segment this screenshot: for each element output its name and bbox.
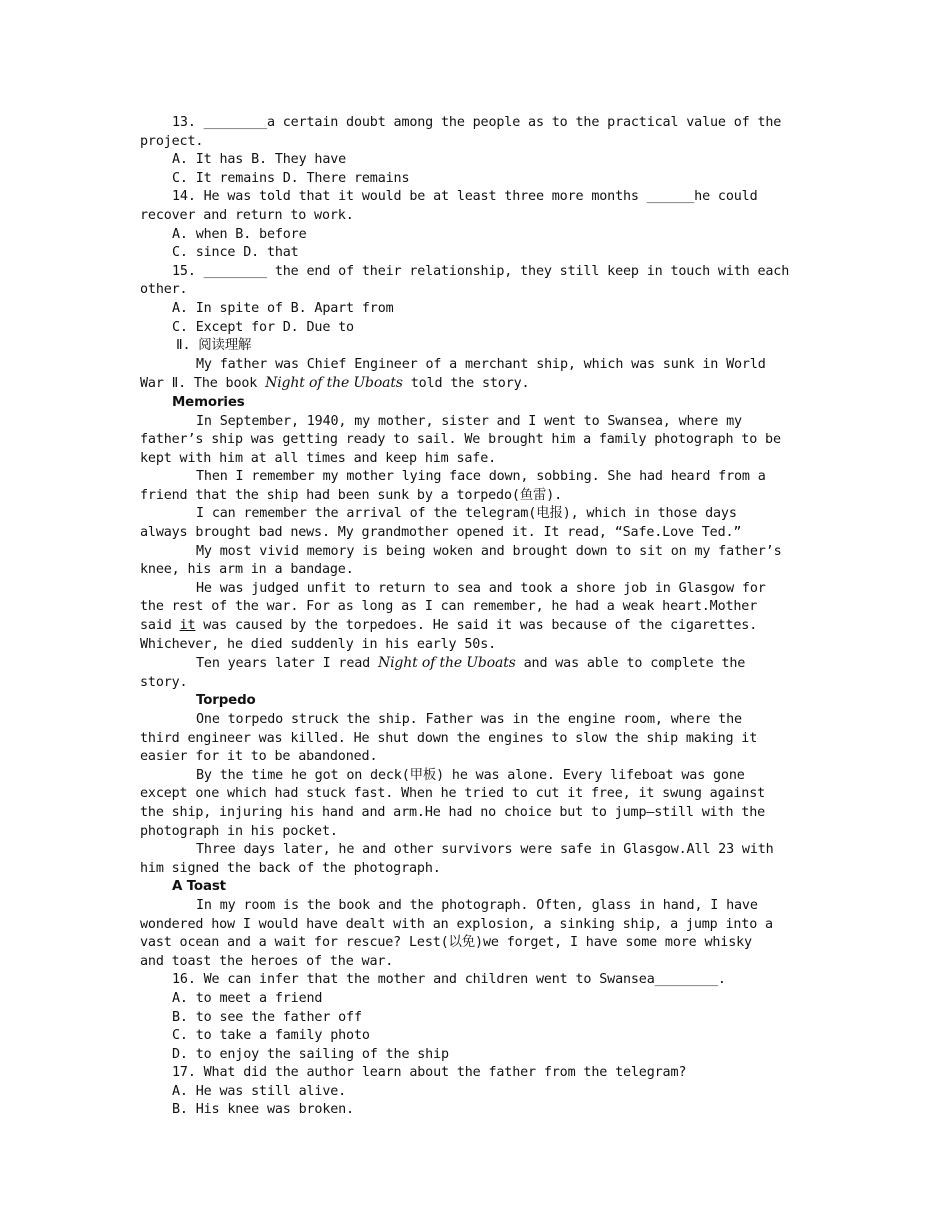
paragraph-line: vast ocean and a wait for rescue? Lest(以免)we forget, I have some more whisky [140,935,752,951]
part-heading: Ⅱ. 阅读理解 [176,338,252,354]
paragraph-line: and toast the heroes of the war. [140,953,394,969]
option-b: B. His knee was broken. [172,1102,354,1118]
paragraph-line: wondered how I would have dealt with an explosion, a sinking ship, a jump into a [140,916,773,932]
paragraph-text: was caused by the torpedoes. He said it was because of the cigarettes. [195,618,758,634]
paragraph-line: him signed the back of the photograph. [140,860,441,876]
question-options: C. Except for D. Due to [172,319,354,335]
question-options: A. It has B. They have [172,152,347,168]
paragraph-line [140,654,812,674]
paragraph-line: He was judged unfit to return to sea and took a shore job in Glasgow for [196,580,766,596]
question-16 [140,971,812,1064]
paragraph-text: Ten years later I read [196,656,378,672]
paragraph-text: said [140,618,180,634]
paragraph-line: kept with him at all times and keep him safe. [140,450,497,466]
book-title: Night of the Uboats [377,655,516,672]
question-14 [140,188,812,262]
paragraph-line: In my room is the book and the photograph. Often, glass in hand, I have [196,897,758,913]
paragraph-line: My most vivid memory is being woken and brought down to sit on my father’s [196,543,782,559]
question-15 [140,263,812,337]
paragraph-line: photograph in his pocket. [140,823,338,839]
question-stem: 13. ________a certain doubt among the people as to the practical value of the [172,115,782,130]
paragraph-line: In September, 1940, my mother, sister and I went to Swansea, where my [196,413,742,429]
passage-intro [140,356,812,394]
question-stem-continued: project. [140,133,204,149]
option-a: A. He was still alive. [172,1083,347,1099]
question-13 [140,114,812,188]
option-c: C. to take a family photo [172,1028,370,1044]
option-b: B. to see the father off [172,1009,362,1025]
paragraph-line: One torpedo struck the ship. Father was in the engine room, where the [196,712,742,727]
paragraph-line: I can remember the arrival of the telegram(电报), which in those days [196,506,737,522]
intro-line: My father was Chief Engineer of a merchant ship, which was sunk in World [196,356,766,372]
intro-text: War Ⅱ. The book [140,376,266,392]
paragraph-line: except one which had stuck fast. When he tried to cut it free, it swung against [140,786,766,802]
section-heading-torpedo: Torpedo [196,693,256,709]
paragraph-line: Then I remember my mother lying face down, sobbing. She had heard from a [196,469,766,485]
intro-line [140,374,812,394]
paragraph-line: knee, his arm in a bandage. [140,562,354,578]
question-options: A. when B. before [172,226,307,242]
paragraph-line: By the time he got on deck(甲板) he was alone. Every lifeboat was gone [196,767,745,783]
question-stem: 16. We can infer that the mother and children went to Swansea________. [172,972,726,988]
question-stem: 17. What did the author learn about the father from the telegram? [172,1065,687,1081]
paragraph-line: easier for it to be abandoned. [140,749,378,765]
section-heading-memories: Memories [172,394,245,410]
book-title: Night of the Uboats [265,375,403,392]
underlined-word: it [179,618,196,634]
paragraph-line: Whichever, he died suddenly in his early 50s. [140,636,497,652]
paragraph-text: and was able to complete the [515,656,746,672]
question-options: A. In spite of B. Apart from [172,300,394,316]
question-options: C. since D. that [172,245,299,261]
question-stem-continued: other. [140,282,188,298]
question-stem: 14. He was told that it would be at least three more months ______he could [172,189,758,205]
worksheet-content [140,114,812,1120]
paragraph-line: father’s ship was getting ready to sail. We brought him a family photograph to be [140,432,781,448]
question-stem: 15. ________ the end of their relationship, they still keep in touch with each [172,263,790,279]
question-17 [140,1064,812,1120]
memories-section [140,413,812,693]
option-a: A. to meet a friend [172,990,323,1006]
option-d: D. to enjoy the sailing of the ship [172,1046,449,1062]
question-options: C. It remains D. There remains [172,170,410,186]
torpedo-section [140,711,812,878]
paragraph-line: story. [140,674,188,690]
question-stem-continued: recover and return to work. [140,207,354,223]
paragraph-line: the ship, injuring his hand and arm.He had no choice but to jump—still with the [140,804,766,820]
paragraph-line: Three days later, he and other survivors were safe in Glasgow.All 23 with [196,842,774,858]
intro-text: told the story. [402,376,530,392]
paragraph-line: friend that the ship had been sunk by a torpedo(鱼雷). [140,487,563,503]
paragraph-line: the rest of the war. For as long as I can remember, he had a weak heart.Mother [140,599,758,615]
toast-section [140,897,812,971]
paragraph-line: third engineer was killed. He shut down the engines to slow the ship making it [140,730,758,746]
paragraph-line [140,617,812,636]
section-heading-toast: A Toast [172,879,226,895]
paragraph-line: always brought bad news. My grandmother opened it. It read, “Safe.Love Ted.” [140,525,742,541]
